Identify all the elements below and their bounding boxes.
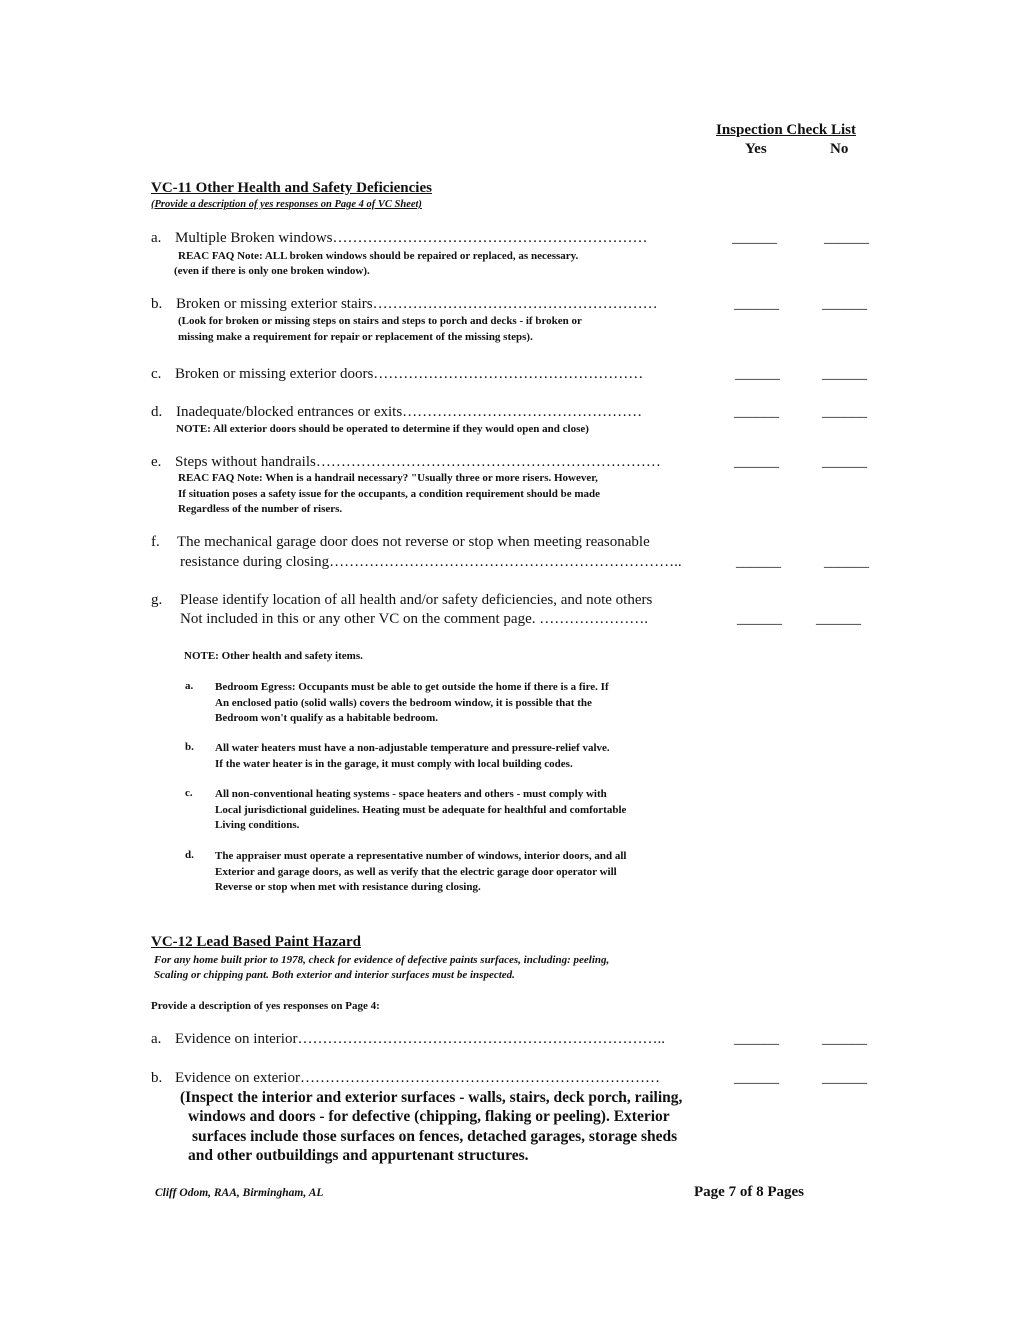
item-text: Broken or missing exterior stairs…………………………………………………: [176, 296, 658, 312]
no-column-header: No: [830, 141, 849, 157]
no-blank[interactable]: ______: [816, 611, 861, 627]
item-letter: a.: [151, 230, 162, 246]
item-note: (even if there is only one broken window).: [174, 265, 370, 277]
vc11-title: VC-11 Other Health and Safety Deficiencies: [151, 180, 432, 196]
item-letter: b.: [151, 296, 163, 312]
yes-blank[interactable]: ______: [734, 296, 779, 312]
note-list-letter: c.: [185, 787, 193, 799]
no-blank[interactable]: ______: [824, 554, 869, 570]
note-list-letter: a.: [185, 680, 194, 692]
yes-blank[interactable]: ______: [734, 404, 779, 420]
item-text-continued: resistance during closing……………………………………………………………..: [180, 554, 682, 570]
item-note: REAC FAQ Note: When is a handrail necessary? "Usually three or more risers. However, If situation poses a safety issue for the occupants, a condition requirement should be made Regardless of the number of risers.: [178, 472, 601, 515]
item-letter: d.: [151, 404, 163, 420]
footer-author: Cliff Odom, RAA, Birmingham, AL: [155, 1187, 324, 1199]
item-text: Please identify location of all health and/or safety deficiencies, and note others: [180, 592, 653, 608]
item-note: (Look for broken or missing steps on stairs and steps to porch and decks - if broken or missing make a requirement for repair or replacement of the missing steps).: [178, 315, 582, 343]
item-letter: g.: [151, 592, 163, 608]
vc12-provide-description: Provide a description of yes responses on Page 4:: [151, 1000, 380, 1012]
yes-blank[interactable]: ______: [732, 230, 777, 246]
item-note: REAC FAQ Note: ALL broken windows should be repaired or replaced, as necessary.: [178, 250, 579, 262]
checklist-title: Inspection Check List: [716, 122, 857, 138]
yes-blank[interactable]: ______: [734, 1031, 779, 1047]
item-text-continued: Not included in this or any other VC on the comment page. ………………….: [180, 611, 648, 627]
item-letter: b.: [151, 1070, 163, 1086]
note-list-item: Bedroom Egress: Occupants must be able to get outside the home if there is a fire. If An enclosed patio (solid walls) covers the bedroom window, it is possible that the Bedroom won't qualify as a habitable bedroom.: [215, 681, 609, 724]
item-text: Multiple Broken windows………………………………………………………: [175, 230, 648, 246]
item-text: Broken or missing exterior doors………………………………………………: [175, 366, 644, 382]
item-text: Evidence on exterior………………………………………………………………: [175, 1070, 660, 1086]
yes-blank[interactable]: ______: [737, 611, 782, 627]
yes-blank[interactable]: ______: [734, 454, 779, 470]
item-text: The mechanical garage door does not reverse or stop when meeting reasonable: [177, 534, 650, 550]
inspection-note: surfaces include those surfaces on fences, detached garages, storage sheds: [192, 1128, 678, 1145]
item-letter: f.: [151, 534, 160, 550]
note-list-item: All water heaters must have a non-adjustable temperature and pressure-relief valve. If the water heater is in the garage, it must comply with local building codes.: [215, 742, 610, 770]
note-list-letter: b.: [185, 741, 194, 753]
no-blank[interactable]: ______: [822, 296, 867, 312]
note-list-item: The appraiser must operate a representative number of windows, interior doors, and all Exterior and garage doors, as well as verify that the electric garage door operator will Reverse or stop when met with resistance during closing.: [215, 850, 627, 893]
yes-blank[interactable]: ______: [735, 366, 780, 382]
yes-blank[interactable]: ______: [734, 1070, 779, 1086]
no-blank[interactable]: ______: [822, 1031, 867, 1047]
no-blank[interactable]: ______: [824, 230, 869, 246]
vc11-subtitle: (Provide a description of yes responses on Page 4 of VC Sheet): [151, 199, 422, 210]
item-letter: c.: [151, 366, 162, 382]
vc12-title: VC-12 Lead Based Paint Hazard: [151, 934, 361, 950]
no-blank[interactable]: ______: [822, 366, 867, 382]
item-letter: a.: [151, 1031, 162, 1047]
item-text: Evidence on interior………………………………………………………………..: [175, 1031, 665, 1047]
item-text: Steps without handrails……………………………………………………………: [175, 454, 661, 470]
item-note: NOTE: All exterior doors should be operated to determine if they would open and close): [176, 423, 589, 435]
note-heading: NOTE: Other health and safety items.: [184, 650, 363, 662]
no-blank[interactable]: ______: [822, 404, 867, 420]
yes-blank[interactable]: ______: [736, 554, 781, 570]
item-text: Inadequate/blocked entrances or exits…………………………………………: [176, 404, 643, 420]
inspection-note: (Inspect the interior and exterior surfaces - walls, stairs, deck porch, railing,: [180, 1089, 683, 1106]
no-blank[interactable]: ______: [822, 454, 867, 470]
item-letter: e.: [151, 454, 162, 470]
inspection-note: and other outbuildings and appurtenant structures.: [188, 1147, 529, 1164]
no-blank[interactable]: ______: [822, 1070, 867, 1086]
footer-page-number: Page 7 of 8 Pages: [694, 1184, 804, 1200]
vc12-subtitle: For any home built prior to 1978, check for evidence of defective paints surfaces, including: peeling, Scaling or chipping pant. Both exterior and interior surfaces must be inspected.: [154, 954, 610, 981]
yes-column-header: Yes: [745, 141, 767, 157]
note-list-item: All non-conventional heating systems - space heaters and others - must comply with Local jurisdictional guidelines. Heating must be adequate for healthful and comfortable Living conditions.: [215, 788, 627, 831]
note-list-letter: d.: [185, 849, 194, 861]
inspection-note: windows and doors - for defective (chipping, flaking or peeling). Exterior: [188, 1108, 670, 1125]
